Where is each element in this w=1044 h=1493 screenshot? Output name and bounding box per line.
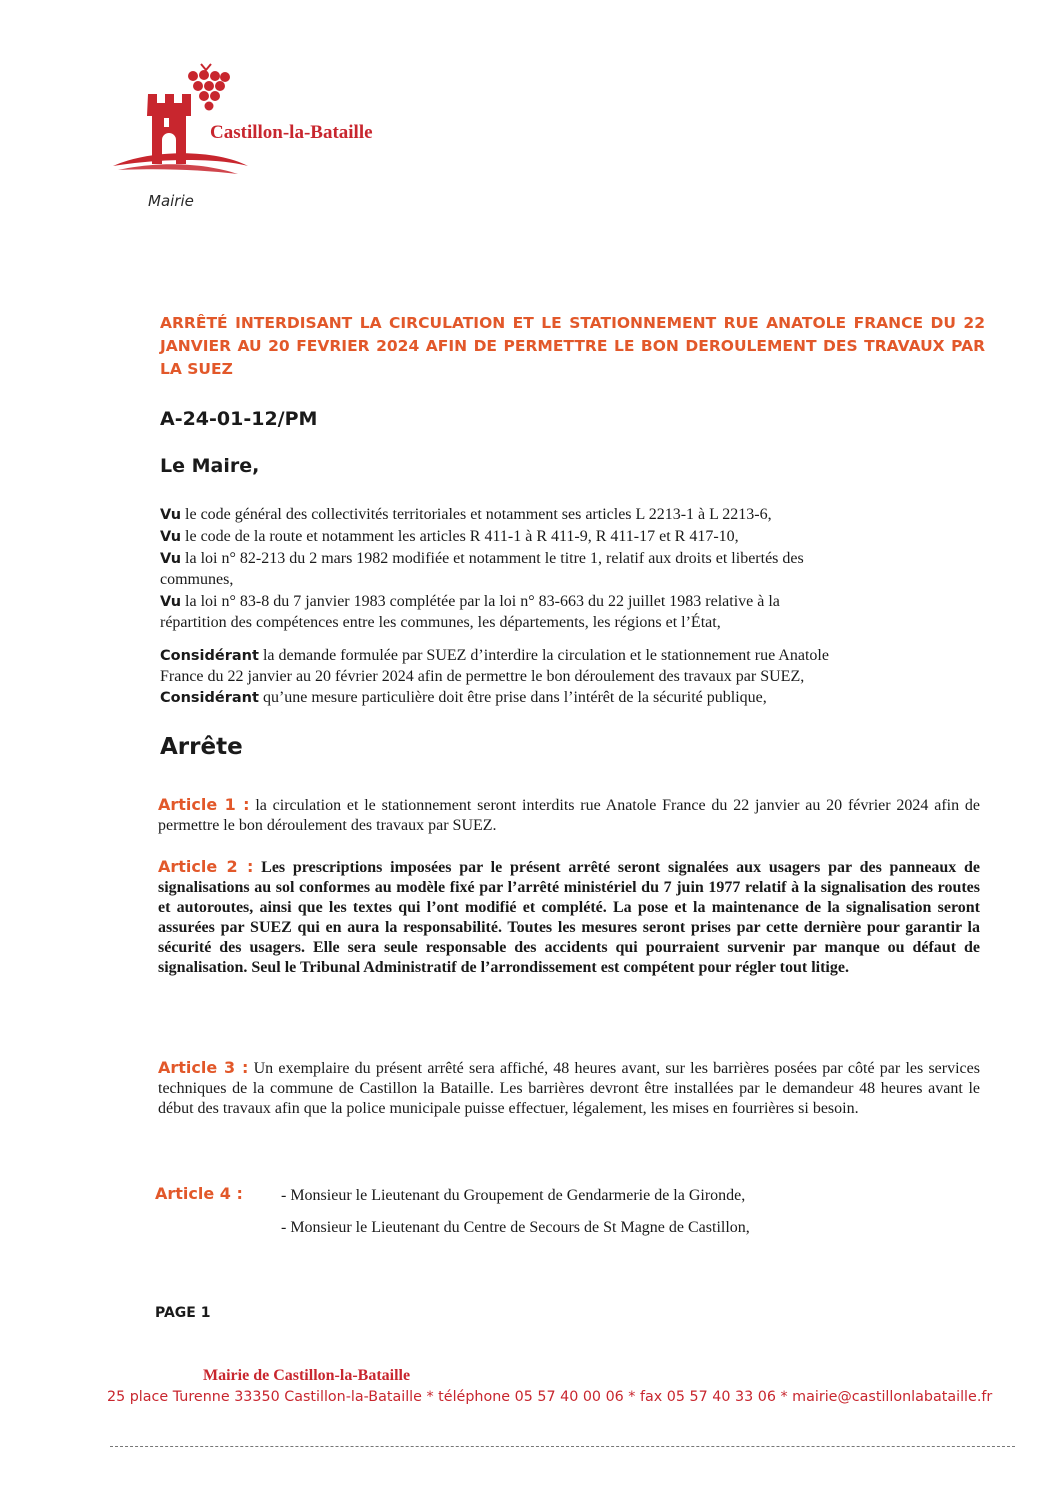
article-text: la circulation et le stationnement seront interdits rue Anatole France du 22 janvier au 20 février 2024 afin de permettre le bon déroulement des travaux par SUEZ. bbox=[158, 797, 980, 834]
consideration-line bbox=[160, 570, 233, 590]
decree-title: ARRÊTÉ INTERDISANT LA CIRCULATION ET LE STATIONNEMENT RUE ANATOLE FRANCE DU 22 JANVIER AU 20 FEVRIER 2024 AFIN DE PERMETTRE LE BON DEROULEMENT DES TRAVAUX PAR LA SUEZ bbox=[160, 314, 985, 378]
article-text: Les prescriptions imposées par le présent arrêté seront signalées aux usagers par des panneaux de signalisations au sol conformes au modèle fixé par l’arrêté ministériel du 7 juin 1977 relatif à la signalisation des routes et autoroutes, ainsi que les textes qui l’ont modifié et complété. La pose et la maintenance de la signalisation seront assurées par SUEZ qui en aura la responsabilité. Toutes les mesures seront prises par cette dernière pour garantir la sécurité des usagers. Elle sera seule responsable des accidents qui pourraient survenir par manque ou défaut de signalisation. Seul le Tribunal Administratif de l’arrondissement est compétent pour régler tout litige. bbox=[158, 859, 981, 976]
article-2 bbox=[158, 857, 980, 978]
considerant-line bbox=[160, 646, 829, 666]
considerant-keyword: Considérant bbox=[160, 690, 259, 706]
logo-town-name: Castillon-la-Bataille bbox=[210, 122, 373, 143]
consideration-text: le code général des collectivités territoriales et notamment ses articles L 2213-1 à L 2213-6, bbox=[181, 506, 772, 523]
consideration-line bbox=[160, 505, 772, 525]
mayor-greeting: Le Maire, bbox=[160, 455, 260, 477]
consideration-text: la loi n° 82-213 du 2 mars 1982 modifiée et notamment le titre 1, relatif aux droits et libertés des bbox=[181, 550, 804, 567]
article-4-label: Article 4 : bbox=[155, 1184, 243, 1203]
page-number: PAGE 1 bbox=[155, 1305, 211, 1321]
consideration-keyword: Vu bbox=[160, 529, 182, 545]
consideration-line bbox=[160, 592, 780, 612]
consideration-keyword: Vu bbox=[160, 507, 182, 523]
decree-reference: A-24-01-12/PM bbox=[160, 408, 318, 430]
consideration-text: répartition des compétences entre les communes, les départements, les régions et l’État, bbox=[160, 614, 721, 631]
article-4-item: - Monsieur le Lieutenant du Groupement de Gendarmerie de la Gironde, bbox=[281, 1187, 746, 1204]
logo-mairie-label: Mairie bbox=[148, 192, 194, 210]
footer-address: 25 place Turenne 33350 Castillon-la-Bataille * téléphone 05 57 40 00 06 * fax 05 57 40 33 06 * mairie@castillonlabataille.fr bbox=[107, 1389, 993, 1405]
article-label: Article 3 : bbox=[158, 1058, 249, 1077]
footer-title: Mairie de Castillon-la-Bataille bbox=[203, 1367, 411, 1384]
considerant-keyword: Considérant bbox=[160, 648, 259, 664]
considerant-line bbox=[160, 667, 804, 687]
considerant-text: qu’une mesure particulière doit être prise dans l’intérêt de la sécurité publique, bbox=[258, 689, 767, 706]
article-3 bbox=[158, 1058, 980, 1119]
consideration-text: le code de la route et notamment les articles R 411-1 à R 411-9, R 411-17 et R 417-10, bbox=[181, 528, 739, 545]
consideration-keyword: Vu bbox=[160, 551, 182, 567]
consideration-line bbox=[160, 527, 739, 547]
footer-divider bbox=[110, 1446, 1015, 1447]
consideration-line bbox=[160, 549, 804, 569]
decision-heading: Arrête bbox=[160, 734, 243, 760]
article-4-item: - Monsieur le Lieutenant du Centre de Secours de St Magne de Castillon, bbox=[281, 1219, 750, 1236]
article-label: Article 1 : bbox=[158, 795, 250, 814]
consideration-keyword: Vu bbox=[160, 594, 182, 610]
article-label: Article 2 : bbox=[158, 857, 254, 876]
article-text: Un exemplaire du présent arrêté sera affiché, 48 heures avant, sur les barrières posées par côté par les services techniques de la commune de Castillon la Bataille. Les barrières devront être installées par le demandeur 48 heures avant le début des travaux afin que la police municipale puisse effectuer, légalement, les mises en fourrières si besoin. bbox=[158, 1060, 980, 1117]
article-1 bbox=[158, 795, 980, 836]
considerant-line bbox=[160, 688, 767, 708]
consideration-text: communes, bbox=[160, 571, 234, 588]
considerant-text: France du 22 janvier au 20 février 2024 afin de permettre le bon déroulement des travaux par SUEZ, bbox=[160, 668, 805, 685]
considerant-text: la demande formulée par SUEZ d’interdire la circulation et le stationnement rue Anatole bbox=[258, 647, 829, 664]
consideration-text: la loi n° 83-8 du 7 janvier 1983 complétée par la loi n° 83-663 du 22 juillet 1983 relative à la bbox=[181, 593, 780, 610]
consideration-line bbox=[160, 613, 721, 633]
